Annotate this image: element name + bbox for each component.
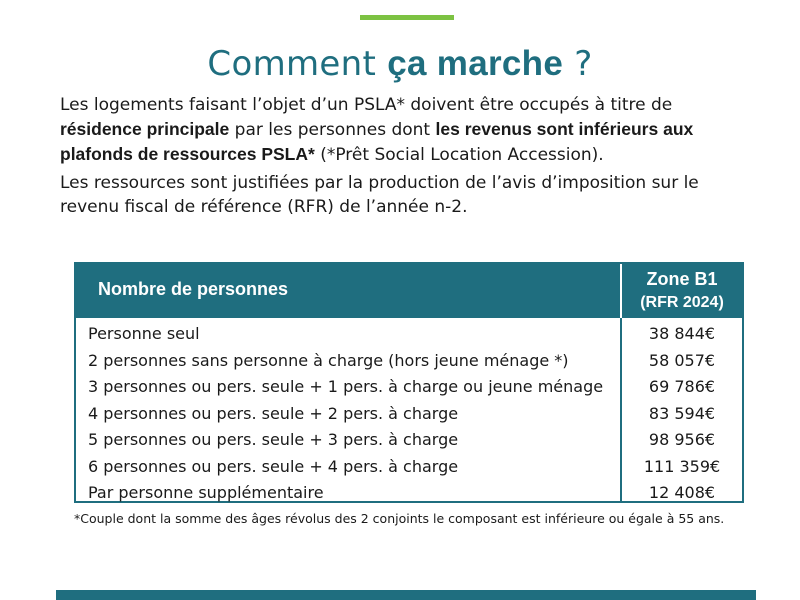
row-label: 6 personnes ou pers. seule + 4 pers. à charge (88, 456, 459, 476)
row-label: Par personne supplémentaire (88, 483, 324, 502)
header-zone (622, 268, 742, 314)
intro-bold-2: les revenus sont inférieurs aux plafonds de ressources PSLA* (60, 119, 694, 164)
footnote: *Couple dont la somme des âges révolus des 2 conjoints le composant est inférieure ou égale à 55 ans. (74, 511, 725, 526)
income-ceiling-table (74, 262, 744, 503)
row-label: Personne seul (88, 324, 200, 343)
intro-text-1: Les logements faisant l’objet d’un PSLA* doivent être occupés à titre de (60, 95, 673, 115)
table-row (76, 348, 742, 375)
table-row (76, 454, 742, 481)
title-part-3: ? (563, 44, 593, 84)
row-value: 69 786€ (648, 377, 716, 396)
intro-paragraph (60, 93, 750, 167)
table-row (76, 401, 742, 428)
table-row (76, 374, 742, 401)
row-label: 2 personnes sans personne à charge (hors jeune ménage *) (88, 350, 569, 370)
title-part-2: ça marche (387, 44, 564, 83)
row-value: 83 594€ (648, 403, 716, 423)
intro-text-3: (*Prêt Social Location Accession). (314, 145, 604, 165)
intro-text-2: par les personnes dont (229, 120, 436, 140)
row-value: 58 057€ (648, 350, 716, 370)
row-label: 5 personnes ou pers. seule + 3 pers. à charge (88, 430, 459, 449)
header-persons: Nombre de personnes (98, 279, 289, 299)
bottom-accent-bar (56, 590, 756, 600)
table-row (76, 427, 742, 454)
header-zone-title: Zone B1 (646, 269, 718, 289)
table-body (76, 321, 742, 507)
page-title (0, 44, 800, 84)
table-row (76, 480, 742, 507)
row-label: 4 personnes ou pers. seule + 2 pers. à charge (88, 403, 459, 423)
row-value: 98 956€ (648, 430, 716, 449)
header-zone-subtitle: (RFR 2024) (640, 294, 724, 311)
row-value: 12 408€ (648, 483, 716, 502)
row-label: 3 personnes ou pers. seule + 1 pers. à charge ou jeune ménage (88, 377, 604, 396)
top-accent-bar (360, 15, 454, 20)
resources-paragraph: Les ressources sont justifiées par la production de l’avis d’imposition sur le revenu fiscal de référence (RFR) de l’année n-2. (60, 173, 699, 217)
table-row (76, 321, 742, 348)
table-header (76, 264, 742, 318)
row-value: 38 844€ (648, 324, 716, 343)
intro-bold-1: résidence principale (60, 119, 230, 139)
title-part-1: Comment (207, 44, 388, 84)
row-value: 111 359€ (643, 456, 721, 476)
